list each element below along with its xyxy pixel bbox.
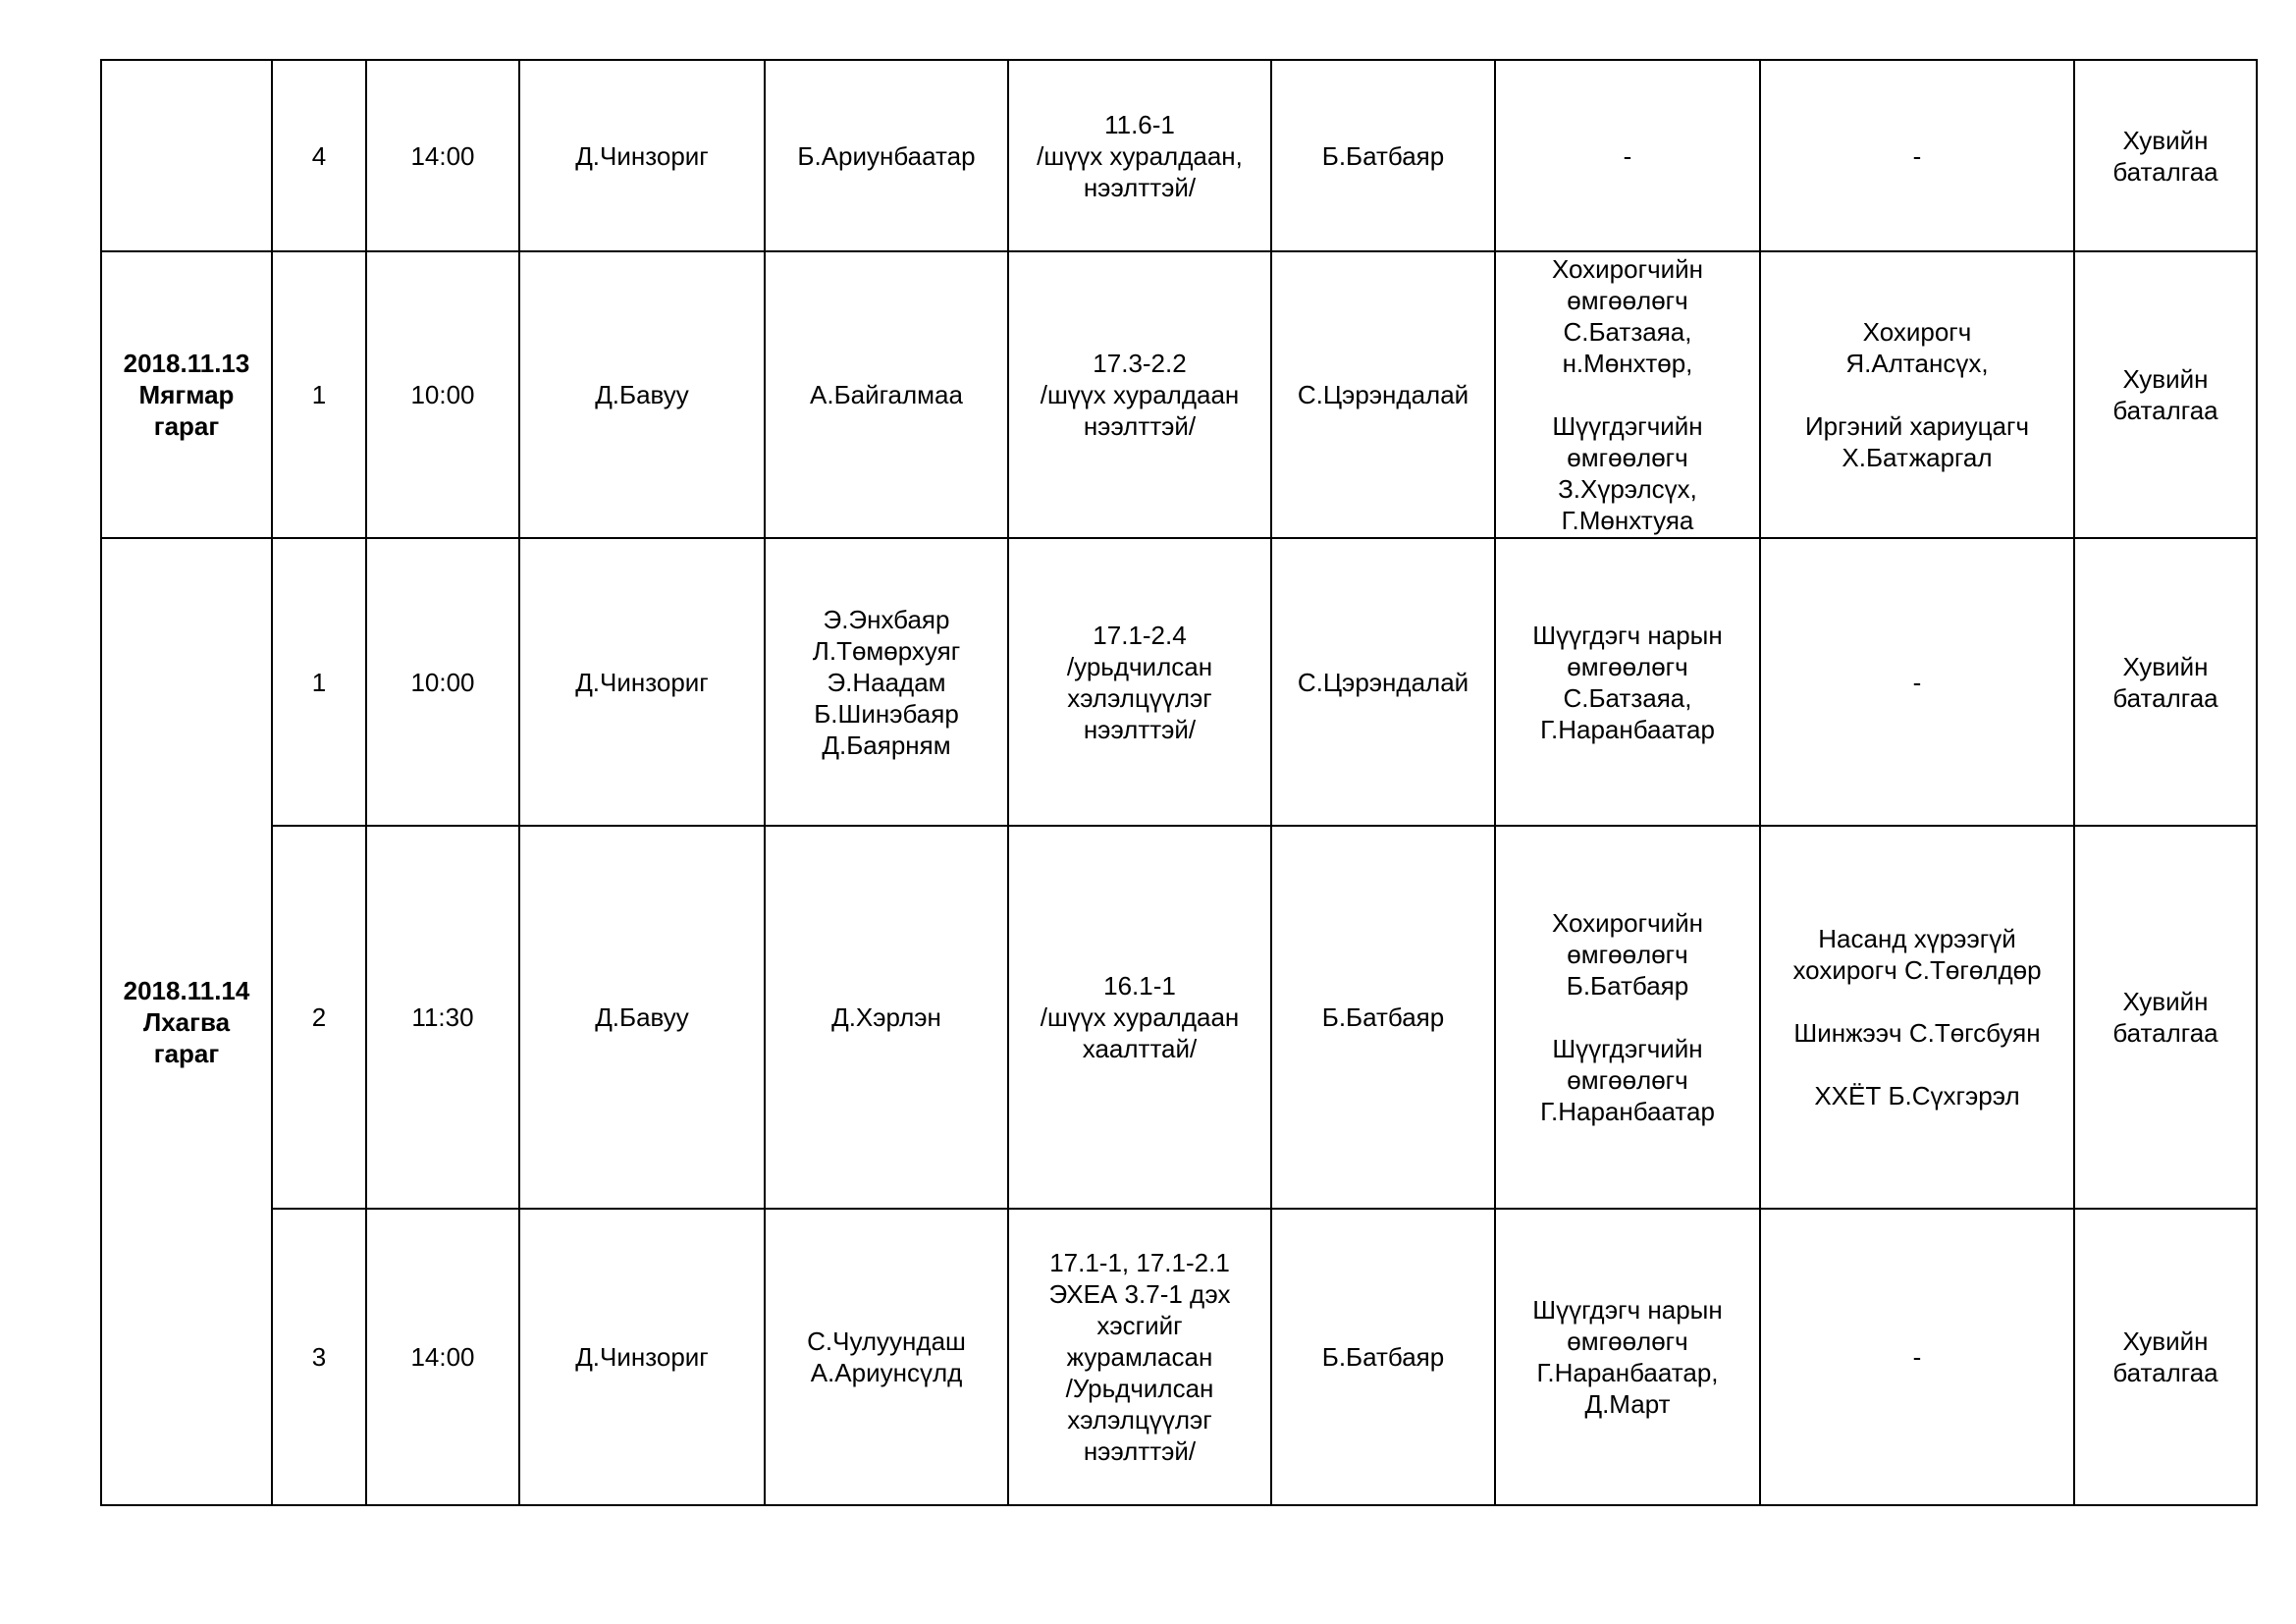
prosecutor-cell: Б.Батбаяр — [1271, 1209, 1495, 1505]
guarantee-cell: Хувийн баталгаа — [2074, 251, 2257, 538]
prosecutor-cell: Б.Батбаяр — [1271, 826, 1495, 1209]
court-schedule-table — [100, 59, 2258, 1506]
advocate-cell: Шүүгдэгч нарын өмгөөлөгч Г.Наранбаатар, Д.Март — [1495, 1209, 1760, 1505]
judge-cell: Д.Чинзориг — [519, 60, 765, 251]
date-cell: 2018.11.14 Лхагва гараг — [101, 538, 272, 1505]
date-cell: 2018.11.13 Мягмар гараг — [101, 251, 272, 538]
others-cell: - — [1760, 1209, 2074, 1505]
row-number-cell: 3 — [272, 1209, 366, 1505]
judge-cell: Д.Чинзориг — [519, 1209, 765, 1505]
guarantee-cell: Хувийн баталгаа — [2074, 826, 2257, 1209]
case-cell: 17.3-2.2 /шүүх хуралдаан нээлттэй/ — [1008, 251, 1271, 538]
time-cell: 14:00 — [366, 1209, 519, 1505]
others-cell: - — [1760, 538, 2074, 826]
row-number-cell: 1 — [272, 251, 366, 538]
case-cell: 17.1-2.4 /урьдчилсан хэлэлцүүлэг нээлттэй/ — [1008, 538, 1271, 826]
party-cell: С.Чулуундаш А.Ариунсүлд — [765, 1209, 1008, 1505]
table-row — [101, 826, 2257, 1209]
row-number-cell: 2 — [272, 826, 366, 1209]
row-number-cell: 1 — [272, 538, 366, 826]
party-cell: Э.Энхбаяр Л.Төмөрхуяг Э.Наадам Б.Шинэбаяр Д.Баярням — [765, 538, 1008, 826]
case-cell: 11.6-1 /шүүх хуралдаан, нээлттэй/ — [1008, 60, 1271, 251]
party-cell: Б.Ариунбаатар — [765, 60, 1008, 251]
case-cell: 17.1-1, 17.1-2.1 ЭХЕА 3.7-1 дэх хэсгийг журамласан /Урьдчилсан хэлэлцүүлэг нээлттэй/ — [1008, 1209, 1271, 1505]
prosecutor-cell: С.Цэрэндалай — [1271, 538, 1495, 826]
guarantee-cell: Хувийн баталгаа — [2074, 1209, 2257, 1505]
party-cell: А.Байгалмаа — [765, 251, 1008, 538]
guarantee-cell: Хувийн баталгаа — [2074, 60, 2257, 251]
case-cell: 16.1-1 /шүүх хуралдаан хаалттай/ — [1008, 826, 1271, 1209]
prosecutor-cell: Б.Батбаяр — [1271, 60, 1495, 251]
judge-cell: Д.Бавуу — [519, 826, 765, 1209]
judge-cell: Д.Чинзориг — [519, 538, 765, 826]
date-cell — [101, 60, 272, 251]
judge-cell: Д.Бавуу — [519, 251, 765, 538]
time-cell: 14:00 — [366, 60, 519, 251]
table-row — [101, 251, 2257, 538]
party-cell: Д.Хэрлэн — [765, 826, 1008, 1209]
table-row — [101, 538, 2257, 826]
others-cell: - — [1760, 60, 2074, 251]
table-row — [101, 60, 2257, 251]
guarantee-cell: Хувийн баталгаа — [2074, 538, 2257, 826]
time-cell: 10:00 — [366, 251, 519, 538]
others-cell: Насанд хүрээгүй хохирогч С.Төгөлдөр Шинжээч С.Төгсбуян ХХЁТ Б.Сүхгэрэл — [1760, 826, 2074, 1209]
advocate-cell: Хохирогчийн өмгөөлөгч Б.Батбаяр Шүүгдэгчийн өмгөөлөгч Г.Наранбаатар — [1495, 826, 1760, 1209]
advocate-cell: Шүүгдэгч нарын өмгөөлөгч С.Батзаяа, Г.Наранбаатар — [1495, 538, 1760, 826]
time-cell: 11:30 — [366, 826, 519, 1209]
advocate-cell: - — [1495, 60, 1760, 251]
table-row — [101, 1209, 2257, 1505]
advocate-cell: Хохирогчийн өмгөөлөгч С.Батзаяа, н.Мөнхтөр, Шүүгдэгчийн өмгөөлөгч З.Хүрэлсүх, Г.Мөнхтуяа — [1495, 251, 1760, 538]
row-number-cell: 4 — [272, 60, 366, 251]
prosecutor-cell: С.Цэрэндалай — [1271, 251, 1495, 538]
others-cell: Хохирогч Я.Алтансүх, Иргэний хариуцагч Х.Батжаргал — [1760, 251, 2074, 538]
time-cell: 10:00 — [366, 538, 519, 826]
